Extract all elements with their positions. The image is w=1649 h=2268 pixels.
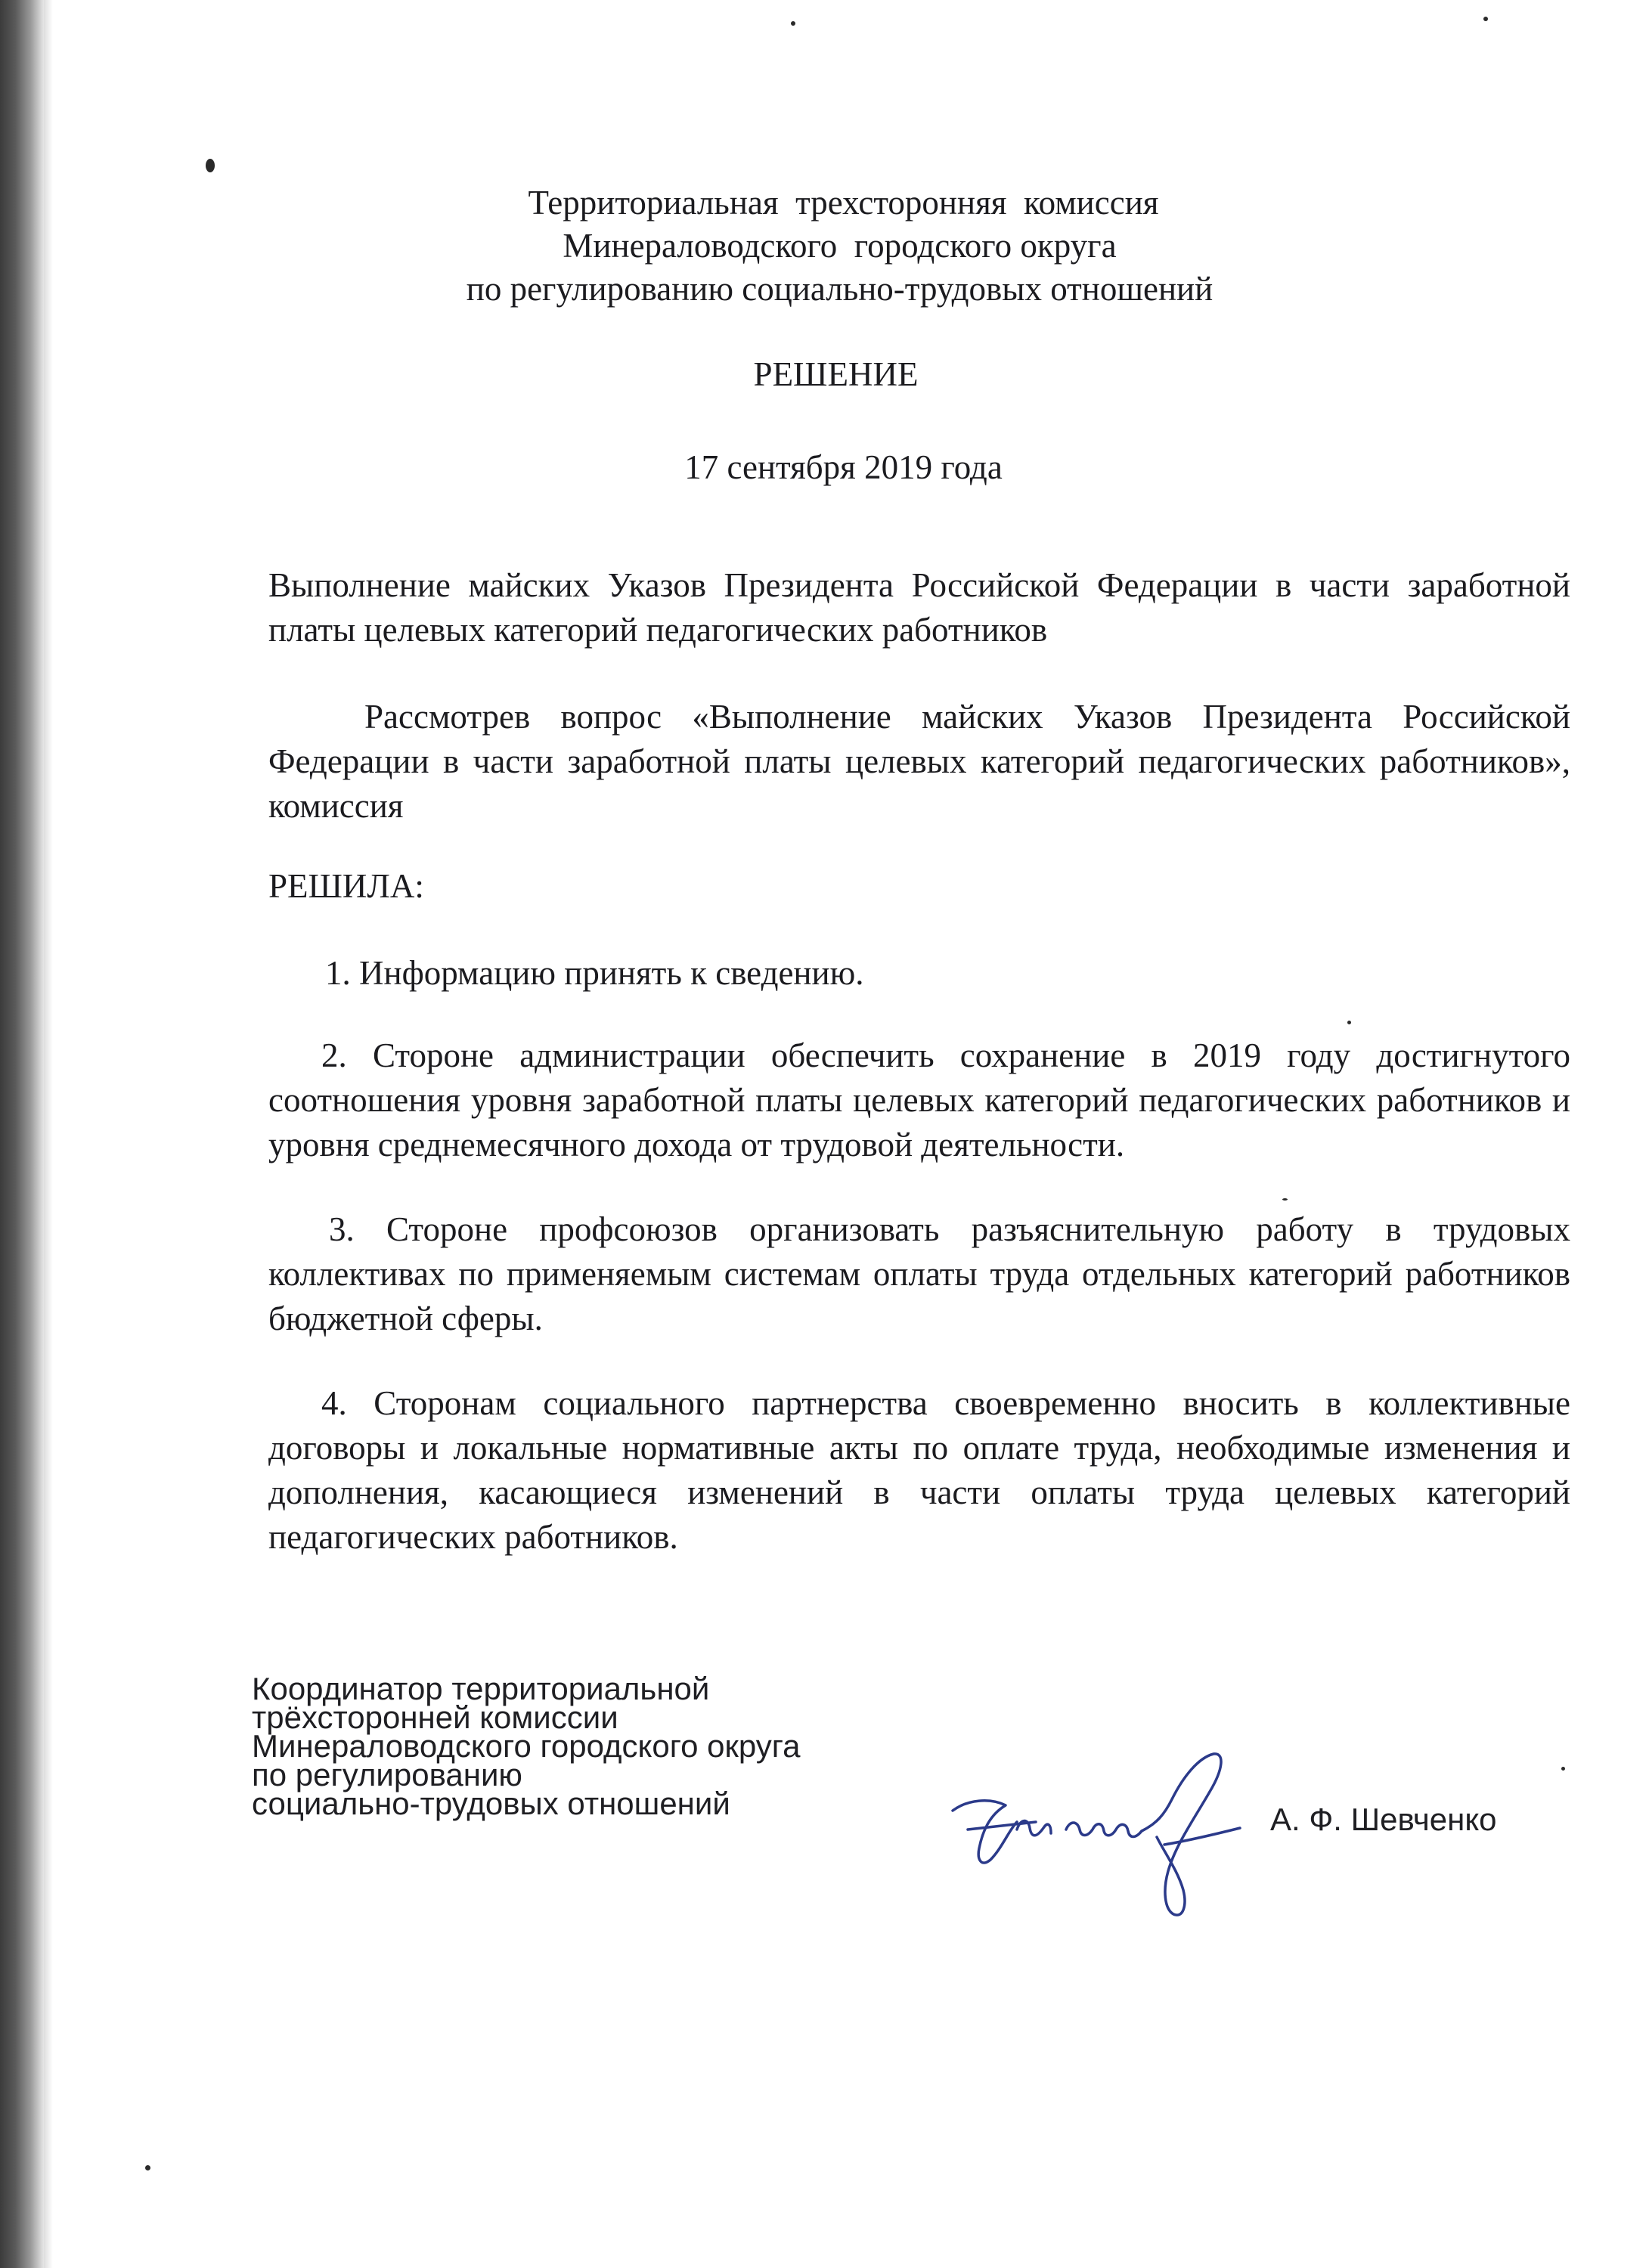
- signatory-position-line: трёхсторонней комиссии: [252, 1699, 618, 1735]
- decision-item-3: 3. Стороне профсоюзов организовать разъяснительную работу в трудовых коллективах по применяемым системам оплаты труда отдельных категорий работников бюджетной сферы.: [268, 1210, 1570, 1337]
- handwritten-signature: [938, 1739, 1316, 1935]
- header-line-3: по регулированию социально-трудовых отношений: [466, 270, 1214, 308]
- decision-item-1: 1. Информацию принять к сведению.: [325, 954, 864, 992]
- decision-item-2: 2. Стороне администрации обеспечить сохранение в 2019 году достигнутого соотношения уровня заработной платы целевых категорий педагогических работников и уровня среднемесячного дохода от трудовой деятельности.: [268, 1036, 1570, 1163]
- document-type: РЕШЕНИЕ: [753, 355, 919, 393]
- signatory-position-line: Координатор территориальной: [252, 1671, 710, 1706]
- decision-item-4: 4. Сторонам социального партнерства своевременно вносить в коллективные договоры и локальные нормативные акты по оплате труда, необходимые изменения и дополнения, касающиеся изменений в части оплаты труда целевых категорий педагогических работников.: [268, 1384, 1570, 1556]
- header-line-2: Минераловодского городского округа: [563, 227, 1117, 265]
- scan-speck: [206, 159, 215, 172]
- commission-header: [0, 181, 1649, 311]
- signatory-position: [252, 1671, 801, 1821]
- decision-subject: Выполнение майских Указов Президента Российской Федерации в части заработной платы целевых категорий педагогических работников: [268, 566, 1570, 649]
- scan-speck: [1561, 1767, 1565, 1771]
- signatory-position-line: социально-трудовых отношений: [252, 1786, 730, 1821]
- scanner-edge-gradient: [44, 0, 53, 2268]
- scan-speck: [791, 21, 795, 26]
- decided-label: РЕШИЛА:: [268, 867, 424, 905]
- scan-speck: [1347, 1021, 1351, 1024]
- decision-intro: Рассмотрев вопрос «Выполнение майских Указов Президента Российской Федерации в части заработной платы целевых категорий педагогических работников», комиссия: [268, 698, 1570, 825]
- header-line-1: Территориальная трехсторонняя комиссия: [528, 184, 1159, 222]
- scan-speck: [1483, 17, 1488, 21]
- scan-speck: [1282, 1198, 1288, 1201]
- scanner-edge-shadow: [0, 0, 44, 2268]
- document-date: 17 сентября 2019 года: [684, 448, 1003, 486]
- signatory-name: А. Ф. Шевченко: [1270, 1802, 1497, 1837]
- scan-speck: [145, 2165, 150, 2170]
- signatory-position-line: Минераловодского городского округа: [252, 1728, 801, 1764]
- signatory-position-line: по регулированию: [252, 1757, 522, 1792]
